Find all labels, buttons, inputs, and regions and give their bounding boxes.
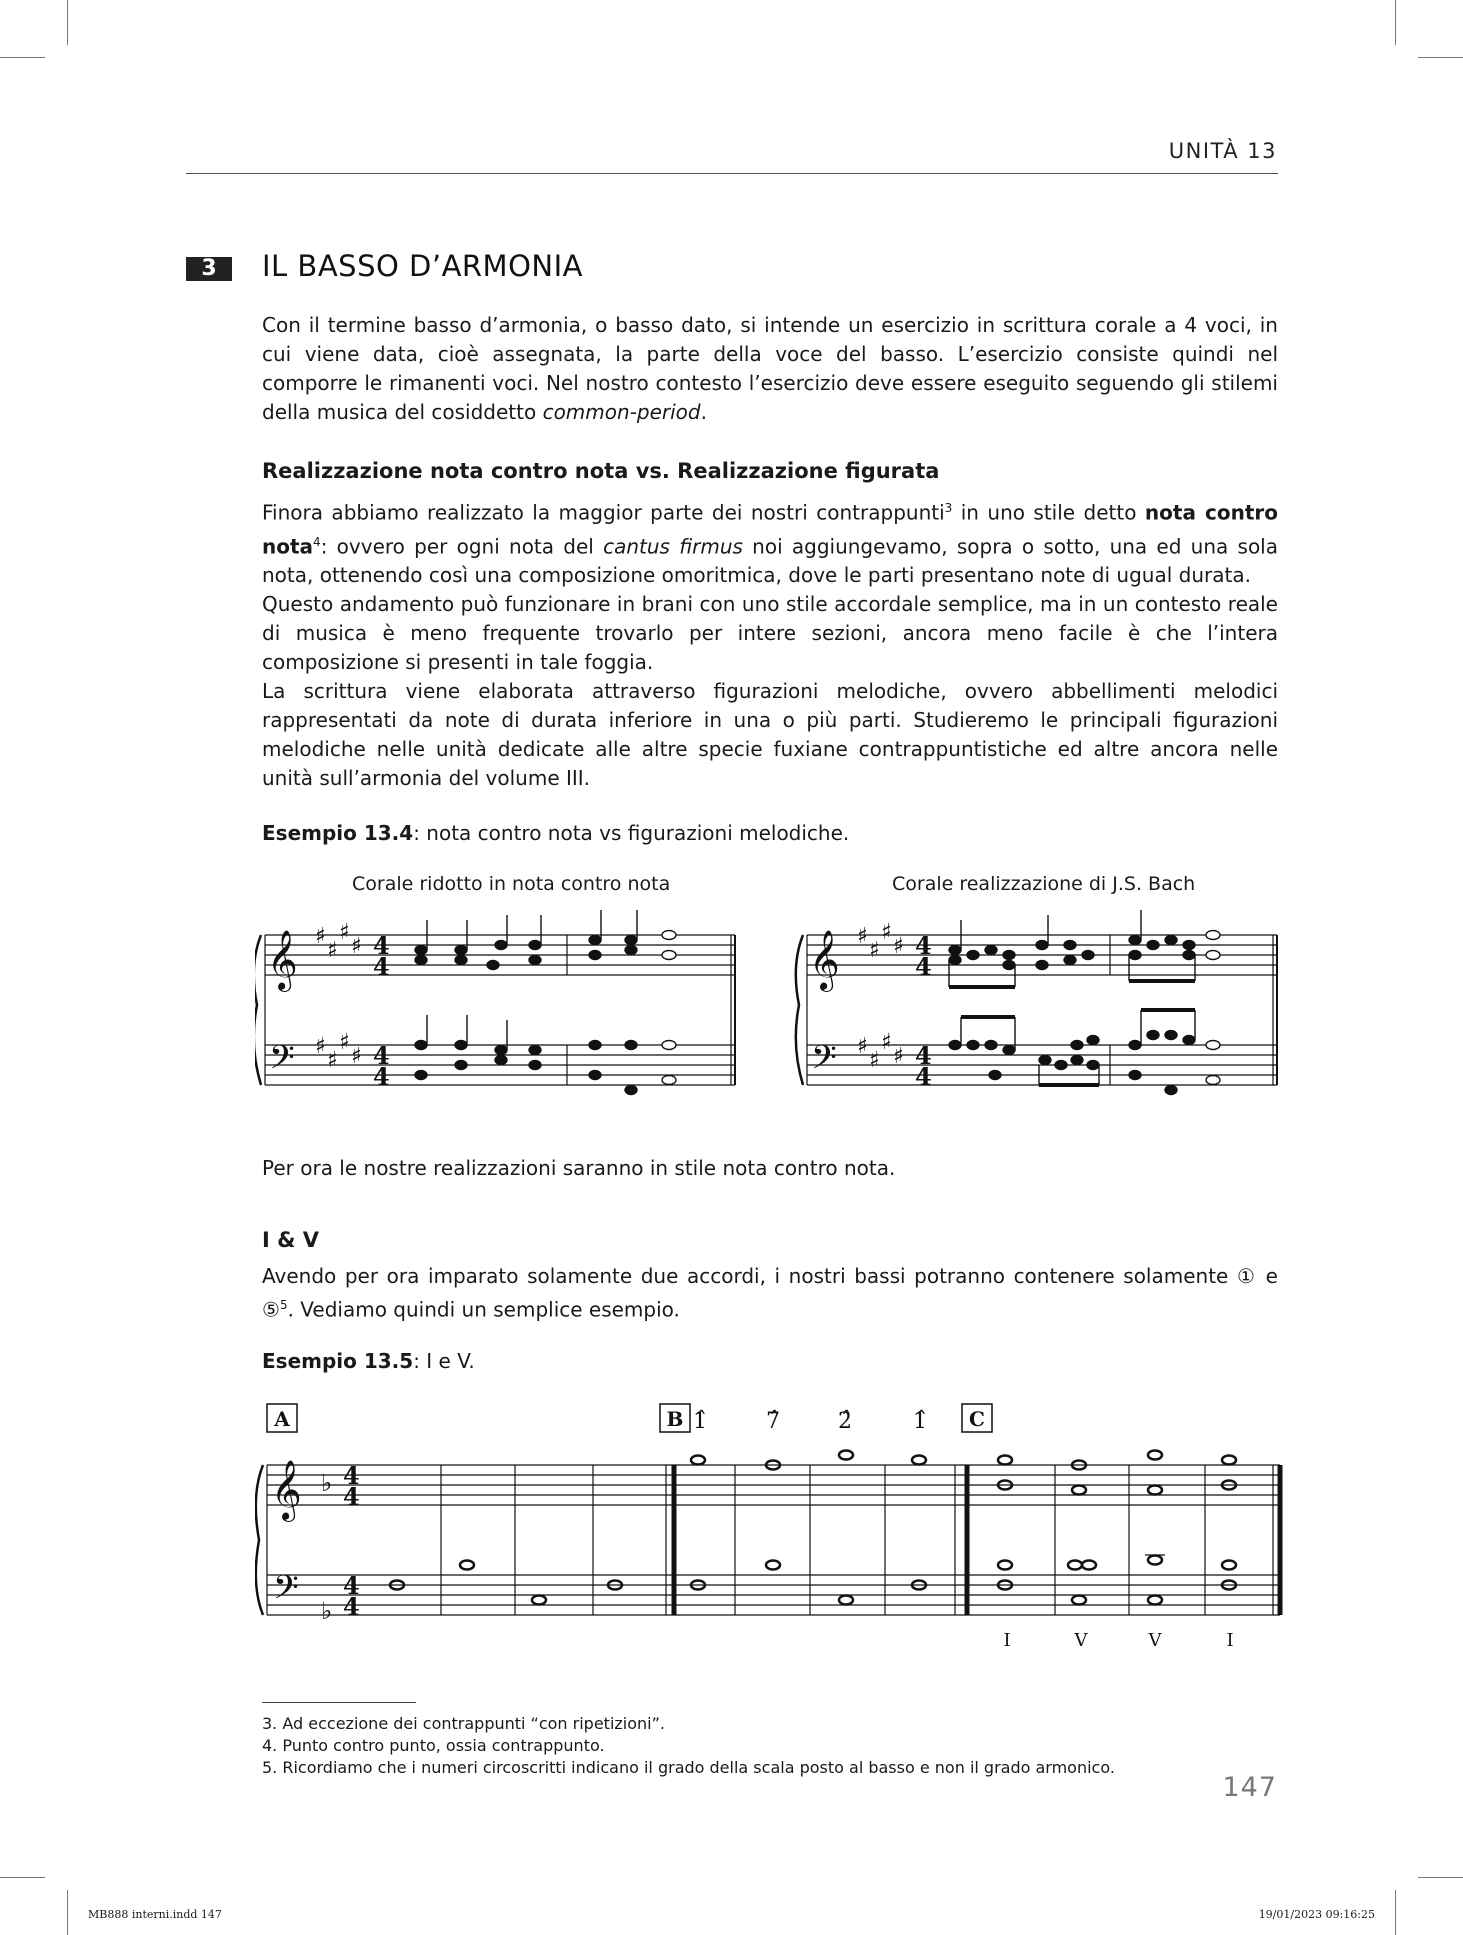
- svg-text:♯: ♯: [893, 934, 904, 959]
- example-caption: Esempio 13.4: nota contro nota vs figurazioni melodiche.: [262, 821, 850, 845]
- svg-text:♯: ♯: [881, 920, 892, 945]
- svg-text:4: 4: [373, 1062, 390, 1091]
- score-caption-left: Corale ridotto in nota contro nota: [352, 873, 671, 895]
- crop-mark: [67, 1890, 68, 1935]
- crop-mark: [1418, 1877, 1463, 1878]
- svg-text:4: 4: [915, 1062, 932, 1091]
- treble-clef-icon: 𝄞: [271, 1460, 302, 1520]
- subsection-title: Realizzazione nota contro nota vs. Realizzazione figurata: [262, 459, 940, 483]
- svg-text:♯: ♯: [857, 924, 868, 949]
- svg-text:4: 4: [915, 952, 932, 981]
- scale-degree: 1̂: [693, 1409, 707, 1434]
- svg-text:♭: ♭: [321, 1469, 333, 1497]
- svg-text:4: 4: [343, 1592, 360, 1621]
- footnote: 3. Ad eccezione dei contrappunti “con ripetizioni”.: [262, 1714, 665, 1733]
- svg-text:♯: ♯: [881, 1030, 892, 1055]
- roman-numeral: V: [1148, 1630, 1162, 1651]
- crop-mark: [67, 0, 68, 45]
- svg-text:♯: ♯: [339, 920, 350, 945]
- svg-text:4: 4: [915, 1041, 932, 1070]
- scale-degree: 7̂: [766, 1409, 780, 1434]
- svg-text:♯: ♯: [315, 924, 326, 949]
- body-text: Finora abbiamo realizzato la maggior parte dei nostri contrappunti$^3$ in uno stile detto nota contro nota$^4$: ovvero per ogni nota del cantus firmus noi aggiungevamo, sopra o sotto, una ed una sola nota, ottenendo così una composizione omoritmica, dove le parti presentano note di ugual durata. Questo andamento può funzionare in brani con uno stile accordale semplice, ma in un contesto reale di musica è meno frequente trovarlo per intere sezioni, ancora meno facile è che l’intera composizione si presenti in tale foggia. La scrittura viene elaborata attraverso figurazioni melodiche, ovvero abbellimenti melodici rappresentati da note di durata inferiore in una o più parti. Studieremo le principali figurazioni melodiche nelle unità dedicate alle altre specie fuxiane contrappuntistiche ed altre ancora nelle unità sull’armonia del volume III.: [262, 500, 1278, 791]
- crop-mark: [0, 57, 45, 58]
- crop-mark: [1395, 0, 1396, 45]
- crop-mark: [0, 1877, 45, 1878]
- footnote: 4. Punto contro punto, ossia contrappunto.: [262, 1736, 605, 1755]
- svg-text:4: 4: [343, 1482, 360, 1511]
- header-rule: [186, 173, 1278, 174]
- crop-mark: [1395, 1890, 1396, 1935]
- treble-clef-icon: 𝄞: [267, 930, 298, 990]
- rehearsal-letter-b: B: [666, 1407, 684, 1431]
- roman-numeral: V: [1074, 1630, 1088, 1651]
- svg-text:♯: ♯: [351, 1044, 362, 1069]
- svg-text:♯: ♯: [339, 1030, 350, 1055]
- body-text: Per ora le nostre realizzazioni saranno in stile nota contro nota.: [262, 1156, 896, 1180]
- subsection-title: I & V: [262, 1228, 320, 1252]
- rehearsal-letter-a: A: [274, 1407, 290, 1431]
- section-number: 3: [186, 257, 232, 281]
- music-score-example-13-5: [255, 1395, 1285, 1655]
- crop-mark: [1418, 57, 1463, 58]
- body-text: Avendo per ora imparato solamente due accordi, i nostri bassi potranno contenere solamente ① e ⑤$^5$. Vediamo quindi un semplice esempio.: [262, 1264, 1278, 1322]
- svg-text:♯: ♯: [869, 938, 880, 963]
- page-number: 147: [1222, 1772, 1277, 1803]
- footnote: 5. Ricordiamo che i numeri circoscritti indicano il grado della scala posto al basso e non il grado armonico.: [262, 1758, 1115, 1777]
- score-caption-right: Corale realizzazione di J.S. Bach: [892, 873, 1196, 895]
- print-slug-file: MB888 interni.indd 147: [88, 1908, 222, 1921]
- music-score-example-13-4: [255, 905, 1285, 1125]
- svg-text:4: 4: [373, 952, 390, 981]
- svg-text:♯: ♯: [869, 1048, 880, 1073]
- scale-degree: 2̂: [838, 1409, 852, 1434]
- footnote-rule: [262, 1702, 416, 1703]
- roman-numeral: I: [1003, 1630, 1011, 1651]
- svg-text:4: 4: [343, 1571, 360, 1600]
- footnotes: [262, 1713, 1115, 1779]
- rehearsal-letter-c: C: [969, 1407, 985, 1431]
- bass-clef-icon: 𝄢: [269, 1039, 295, 1085]
- bass-clef-icon: 𝄢: [811, 1039, 837, 1085]
- print-slug-date: 19/01/2023 09:16:25: [1258, 1908, 1375, 1921]
- svg-text:♯: ♯: [327, 938, 338, 963]
- scale-degree: 1̂: [913, 1409, 927, 1434]
- svg-text:♯: ♯: [857, 1034, 868, 1059]
- svg-text:♭: ♭: [321, 1597, 333, 1625]
- svg-text:♯: ♯: [327, 1048, 338, 1073]
- svg-text:♯: ♯: [315, 1034, 326, 1059]
- svg-text:4: 4: [373, 1041, 390, 1070]
- intro-paragraph: Con il termine basso d’armonia, o basso dato, si intende un esercizio in scrittura corale a 4 voci, in cui viene data, cioè assegnata, la parte della voce del basso. L’esercizio consiste quindi nel comporre le rimanenti voci. Nel nostro contesto l’esercizio deve essere eseguito seguendo gli stilemi della musica del cosiddetto common-period.: [262, 313, 1278, 424]
- roman-numeral: I: [1226, 1630, 1234, 1651]
- running-header: UNITÀ 13: [1168, 139, 1277, 163]
- treble-clef-icon: 𝄞: [809, 930, 840, 990]
- section-title: IL BASSO D’ARMONIA: [262, 249, 583, 283]
- bass-clef-icon: 𝄢: [273, 1569, 299, 1615]
- svg-text:4: 4: [915, 931, 932, 960]
- svg-text:♯: ♯: [351, 934, 362, 959]
- svg-text:♯: ♯: [893, 1044, 904, 1069]
- example-caption: Esempio 13.5: I e V.: [262, 1349, 475, 1373]
- svg-text:4: 4: [343, 1461, 360, 1490]
- svg-text:4: 4: [373, 931, 390, 960]
